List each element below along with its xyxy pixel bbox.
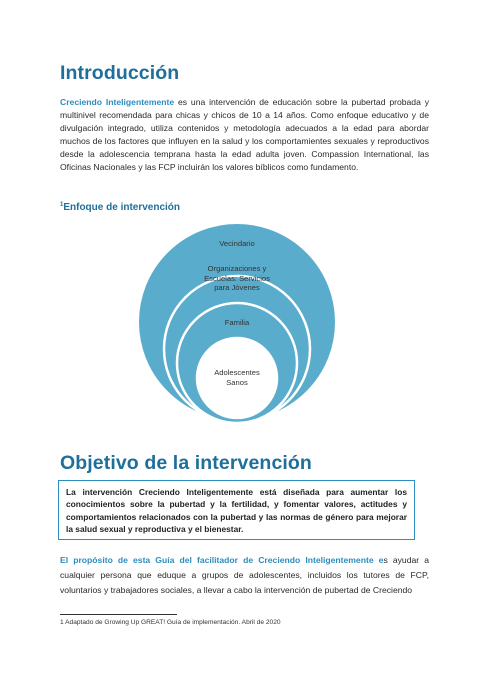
intro-body-text: es una intervención de educación sobre la pubertad probada y multinivel recomendada para chicas y chicos de 10 a 14 años. Como enfoque educativo y de divulgación integrado, utiliza contenidos y metodología adecuados a la edad para abordar muchos de los factores que influyen en la salud y los comportamientes sexuales y reproductivos desde la adolescencia temprana hasta la edad adulta joven. Compassion International, las Oficinas Nacionales y las FCP incluirán los valores bíblicos como fundamento. — [60, 97, 429, 172]
introduction-heading: Introducción — [60, 62, 180, 84]
label-family: Familia — [224, 318, 250, 327]
footnote-divider — [60, 614, 177, 615]
label-organizations: Organizaciones y Escuelas: Servicios para Jóvenes — [204, 264, 270, 293]
approach-heading-text: Enfoque de intervención — [63, 202, 181, 213]
purpose-body-text: s ayudar a cualquier persona que eduque a grupos de adolescentes, incluidos los tutores de FCP, voluntarios y trabajadores sociales, a llevar a cabo la intervención de pubertad de Creciendo — [60, 555, 429, 595]
purpose-lead-text: El propósito de esta Guía del facilitador de Creciendo Inteligentemente e — [60, 555, 384, 565]
footnote-marker: 1 — [60, 202, 64, 208]
intro-lead-text: Creciendo Inteligentemente — [60, 97, 175, 107]
purpose-paragraph — [60, 553, 429, 598]
objective-heading: Objetivo de la intervención — [60, 452, 312, 474]
label-neighborhood: Vecindario — [219, 239, 255, 248]
objective-callout-box: La intervención Creciendo Inteligentemente está diseñada para aumentar los conocimientos sobre la pubertad y la fertilidad, y fomentar valores, actitudes y comportamientos relacionados con la pubertad y las normas de género para mejorar la salud sexual y reproductiva y el bienestar. — [58, 480, 415, 540]
label-healthy-adolescents: Adolescentes Sanos — [214, 368, 260, 387]
footnote: 1 Adaptado de Growing Up GREAT! Guía de implementación. Abril de 2020 — [60, 619, 281, 626]
